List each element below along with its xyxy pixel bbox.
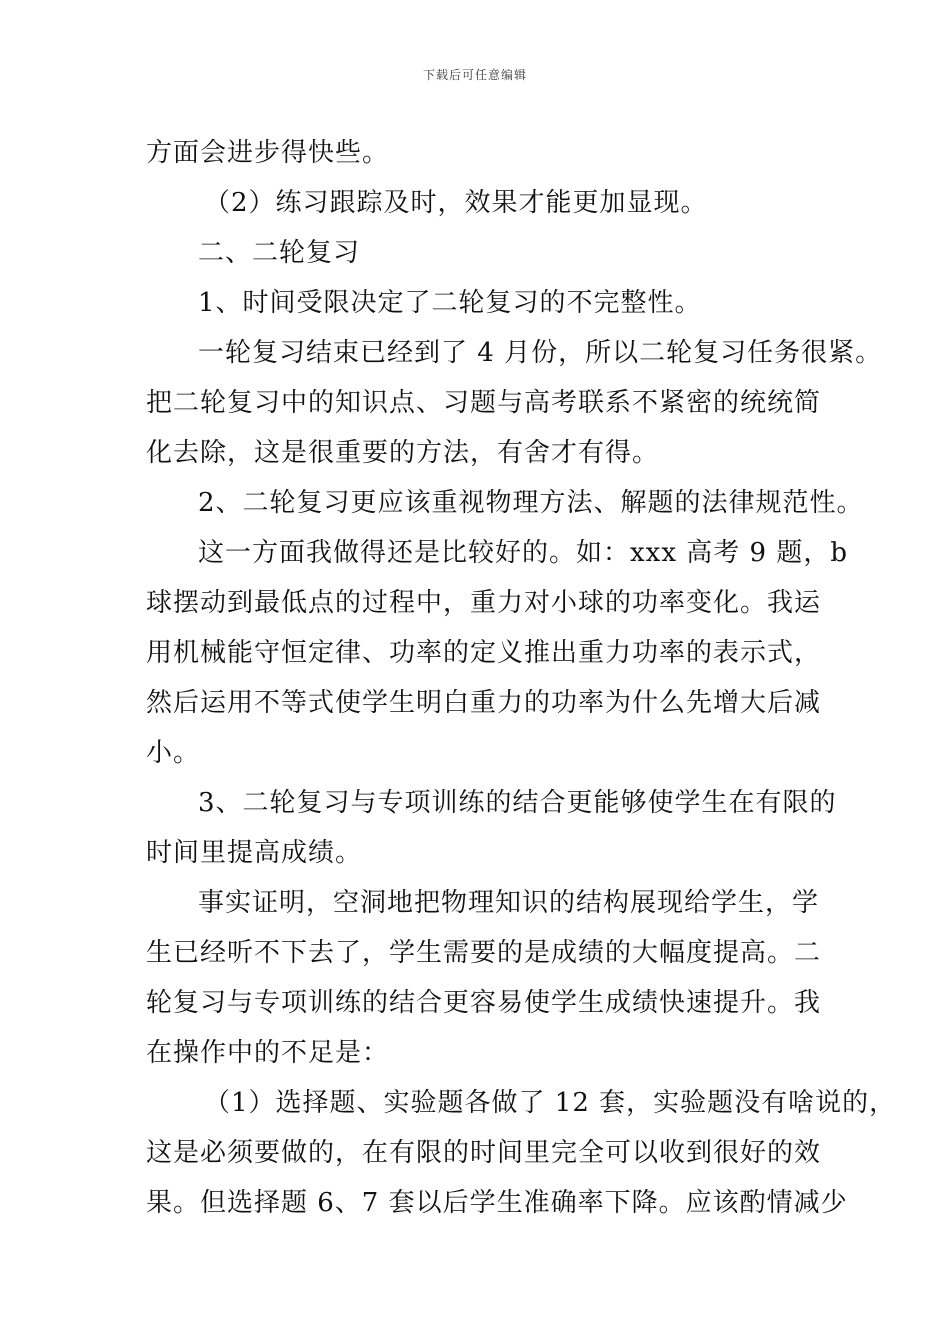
text-line: 轮复习与专项训练的结合更容易使学生成绩快速提升。我 bbox=[146, 988, 822, 1018]
text-line: 一轮复习结束已经到了 4 月份，所以二轮复习任务很紧。 bbox=[198, 338, 883, 368]
text-line: 在操作中的不足是： bbox=[146, 1038, 390, 1068]
text-line: 2、二轮复习更应该重视物理方法、解题的法律规范性。 bbox=[198, 488, 864, 518]
text-line: 事实证明，空洞地把物理知识的结构展现给学生，学 bbox=[198, 888, 820, 918]
text-line: （1）选择题、实验题各做了 12 套，实验题没有啥说的， bbox=[204, 1088, 897, 1118]
text-line: 化去除，这是很重要的方法，有舍才有得。 bbox=[146, 438, 660, 468]
text-line: 用机械能守恒定律、功率的定义推出重力功率的表示式， bbox=[146, 638, 822, 668]
text-line: 这一方面我做得还是比较好的。如：xxx 高考 9 题，b bbox=[198, 538, 848, 568]
text-line: 球摆动到最低点的过程中，重力对小球的功率变化。我运 bbox=[146, 588, 822, 618]
text-line: （2）练习跟踪及时，效果才能更加显现。 bbox=[204, 188, 708, 218]
text-line: 方面会进步得快些。 bbox=[146, 138, 390, 168]
text-line: 把二轮复习中的知识点、习题与高考联系不紧密的统统简 bbox=[146, 388, 822, 418]
text-line: 这是必须要做的，在有限的时间里完全可以收到很好的效 bbox=[146, 1138, 822, 1168]
text-line: 3、二轮复习与专项训练的结合更能够使学生在有限的 bbox=[198, 788, 837, 818]
text-line: 1、时间受限决定了二轮复习的不完整性。 bbox=[198, 288, 702, 318]
text-line: 生已经听不下去了，学生需要的是成绩的大幅度提高。二 bbox=[146, 938, 822, 968]
text-line: 小。 bbox=[146, 738, 201, 768]
text-line: 然后运用不等式使学生明白重力的功率为什么先增大后减 bbox=[146, 688, 822, 718]
text-line: 时间里提高成绩。 bbox=[146, 838, 363, 868]
page-header-note: 下载后可任意编辑 bbox=[422, 68, 527, 82]
text-line: 二、二轮复习 bbox=[198, 238, 361, 268]
text-line: 果。但选择题 6、7 套以后学生准确率下降。应该酌情减少 bbox=[146, 1188, 848, 1218]
document-body bbox=[146, 128, 897, 1228]
